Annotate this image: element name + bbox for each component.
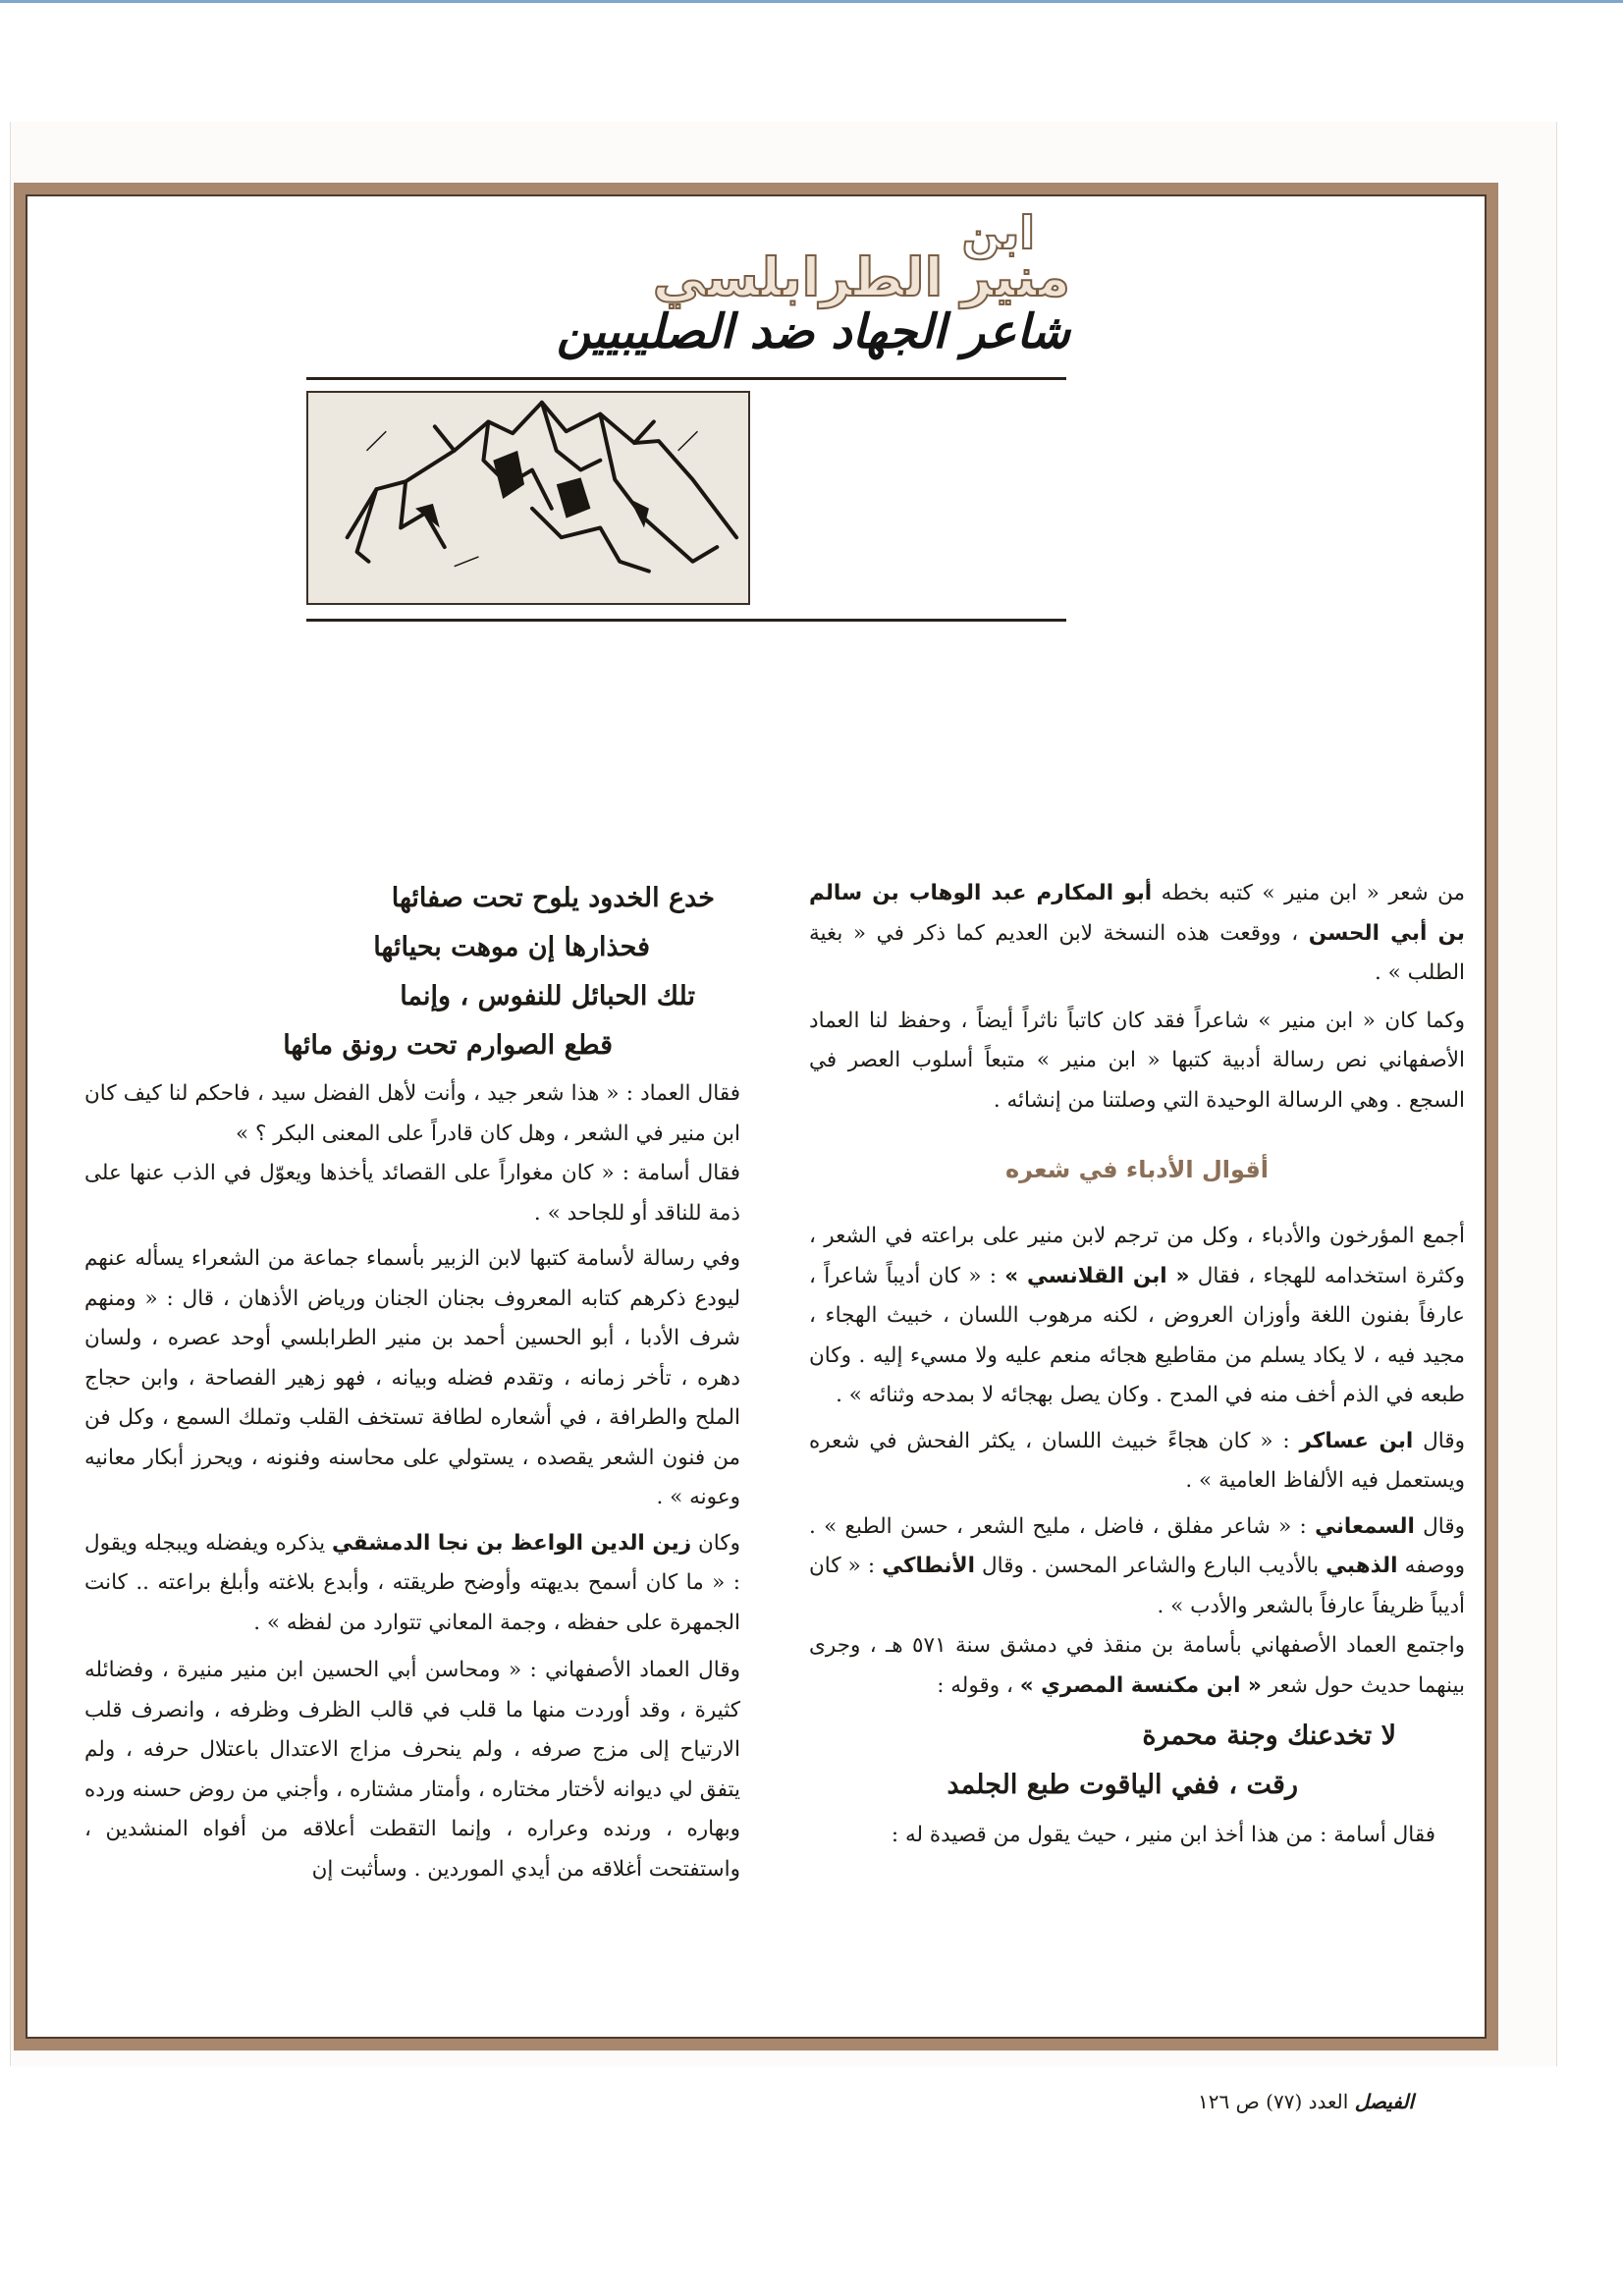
paragraph: فقال أسامة : من هذا أخذ ابن منير ، حيث يقول من قصيدة له : — [891, 1823, 1435, 1847]
paragraph — [84, 1524, 740, 1644]
person-name: زين الدين الواعظ بن نجا الدمشقي — [332, 1530, 692, 1556]
person-name: « ابن مكنسة المصري » — [1019, 1672, 1262, 1698]
page-footer — [982, 2090, 1414, 2113]
right-column — [809, 874, 1465, 1856]
person-name: الأنطاكي — [882, 1554, 975, 1578]
verse-line: لا تخدعنك وجنة محمرة — [1142, 1721, 1396, 1751]
paragraph-text: ، وقوله : — [937, 1672, 1020, 1698]
paragraph — [809, 1217, 1465, 1416]
paragraph-text: يذكره ويفضله ويبجله ويقول : « ما كان أسمح بديهته وأوضح طريقته ، وأبدع بلاغته وأبلغ براعته .. كانت الجمهرة على حفظه ، وجمة المعاني تتوارد من لفظه » . — [84, 1530, 740, 1635]
paragraph: وكما كان « ابن منير » شاعراً فقد كان كاتباً ناثراً أيضاً ، وحفظ لنا العماد الأصفهاني نص رسالة أدبية كتبها « ابن منير » متبعاً أسلوب العصر في السجع . وهي الرسالة الوحيدة التي وصلتنا من إنشائه . — [809, 1008, 1465, 1113]
paragraph — [809, 1507, 1465, 1627]
person-name: ابن عساكر — [1299, 1428, 1414, 1453]
verse-line: رقت ، ففي الياقوت طبع الجلمد — [947, 1770, 1298, 1800]
scan-edge-line — [0, 0, 1623, 3]
paragraph-text: : « كان أديباً ظريفاً عارفاً بالشعر والأدب » . — [809, 1554, 1465, 1618]
verse-line: تلك الحبائل للنفوس ، وإنما — [400, 981, 695, 1011]
person-name: الذهبي — [1325, 1554, 1398, 1578]
paragraph-text: أجمع المؤرخون والأدباء ، وكل من ترجم لابن منير على براعته في الشعر ، وكثرة استخدامه للهجاء ، فقال — [809, 1224, 1466, 1288]
paragraph-text: ، ووقعت هذه النسخة لابن العديم كما ذكر في « بغية الطلب » . — [809, 920, 1465, 985]
article-title — [556, 206, 1070, 387]
paragraph: وفي رسالة لأسامة كتبها لابن الزبير بأسماء جماعة من الشعراء يسأله عنهم ليودع ذكرهم كتابه المعروف بجنان الجنان ورياض الأذهان ، قال : « ومنهم شرف الأدبا ، أبو الحسين أحمد بن منير الطرابلسي أوحد عصره ، ولسان دهره ، تأخر زمانه ، وتقدم فضله وبيانه ، فهو زهير الفصاحة ، وابن حجاج الملح والطرافة ، في أشعاره لطافة تستخف القلب وتملك السمع ، وكل فن من فنون الشعر يقصده ، يستولي على محاسنه وفنونه ، ويحرز أبكار معانيه وعونه » . — [84, 1246, 740, 1509]
section-heading: أقوال الأدباء في شعره — [1004, 1156, 1270, 1183]
title-line-1: ابن — [961, 206, 1035, 259]
paragraph-text: : « كان هجاءً خبيث اللسان ، يكثر الفحش في شعره ويستعمل فيه الألفاظ العامية » . — [809, 1428, 1465, 1493]
illustration-horses — [306, 391, 750, 605]
horse-sketch-icon — [308, 393, 748, 603]
paragraph-text: بالأديب البارع والشاعر المحسن . وقال — [974, 1554, 1326, 1578]
paragraph: فقال العماد : « هذا شعر جيد ، وأنت لأهل الفضل سيد ، فاحكم لنا كيف كان ابن منير في الشعر ، وهل كان قادراً على المعنى البكر ؟ » — [84, 1081, 740, 1146]
person-name: أبو المكارم عبد الوهاب بن سالم بن أبي الحسن — [809, 881, 1465, 946]
paragraph: وقال العماد الأصفهاني : « ومحاسن أبي الحسين ابن منير منيرة ، وفضائله كثيرة ، وقد أوردت منها ما قلب في قالب الظرف وظرفه ، وانصرف قلب الارتياح إلى مزج صرفه ، ولم ينحرف مزاج الاعتدال باعتلال حرفه ، ولم يتفق لي ديوانه لأختار مختاره ، وأمتار مشتاره ، وأجني من روض حسنه ورده وبهاره ، ورنده وعراره ، وإنما التقطت أعلاقه من أفواه المنشدين ، واستفتحت أغلاقه من أيدي الموردين . وسأثبت إن — [84, 1658, 740, 1882]
paragraph — [809, 1422, 1465, 1502]
paragraph — [809, 874, 1465, 994]
paragraph-text: وقال — [1413, 1428, 1465, 1453]
title-subtitle: شاعر الجهاد ضد الصليبيين — [556, 304, 1070, 359]
paragraph-text: واجتمع العماد الأصفهاني بأسامة بن منقذ في دمشق سنة ٥٧١ هـ ، وجرى بينهما حديث حول شعر — [809, 1633, 1465, 1698]
person-name: « ابن القلانسي » — [1004, 1263, 1190, 1288]
title-line-2: منير الطرابلسي — [652, 246, 1070, 308]
left-column — [84, 874, 740, 1889]
verse-line: فحذارها إن موهت بحيائها — [373, 932, 650, 962]
paragraph-text: : « شاعر مفلق ، فاضل ، مليح الشعر ، حسن الطبع » . ووصفه — [809, 1513, 1465, 1578]
paragraph-text: من شعر « ابن منير » كتبه بخطه — [1152, 881, 1465, 905]
illustration-rule — [306, 619, 1066, 622]
paragraph-text: وكان — [691, 1530, 740, 1556]
verse-line: قطع الصوارم تحت رونق مائها — [283, 1030, 613, 1061]
paragraph-text: : « كان أديباً شاعراً ، عارفاً بفنون اللغة وأوزان العروض ، لكنه مرهوب اللسان ، خبيث الهجاء ، مجيد فيه ، لا يكاد يسلم من مقاطيع هجائه منعم عليه ولا مسيء إليه . وكان طبعه في الذم أخف منه في المدح . وكان يصل بهجائه لا بمدحه وثنائه » . — [809, 1263, 1465, 1407]
magazine-name: الفيصل — [1354, 2090, 1414, 2113]
paragraph — [809, 1626, 1465, 1706]
verse-line: خدع الخدود يلوح تحت صفائها — [391, 883, 715, 913]
title-rule — [306, 377, 1066, 380]
paragraph-text: وقال — [1414, 1513, 1465, 1539]
person-name: السمعاني — [1315, 1513, 1415, 1539]
issue-page-label: العدد (٧٧) ص ١٢٦ — [1198, 2090, 1349, 2113]
paragraph: فقال أسامة : « كان مغواراً على القصائد يأخذها ويعوّل في الذب عنها على ذمة للناقد أو للجاحد » . — [84, 1161, 740, 1226]
